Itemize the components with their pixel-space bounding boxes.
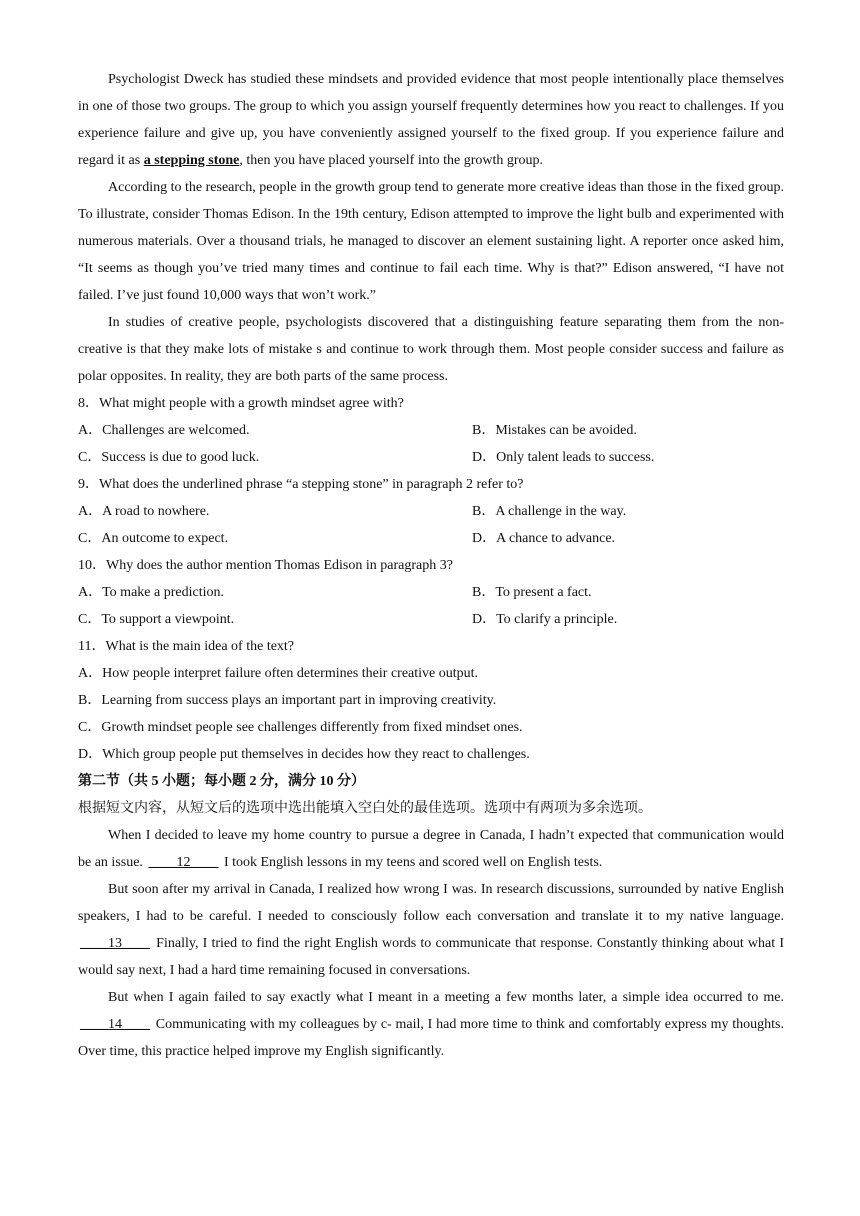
question-11-stem: 11．What is the main idea of the text?: [78, 639, 295, 654]
paragraph-text: I took English lessons in my teens and scored well on English tests.: [220, 855, 603, 870]
question-10-stem: 10．Why does the author mention Thomas Edison in paragraph 3?: [78, 558, 453, 573]
question-9-options-row-1: [78, 498, 784, 525]
paragraph-text: When I decided to leave my home country to pursue a degree in Canada, I hadn’t expected that communication would be an issue.: [78, 828, 784, 870]
blank-14[interactable]: ____14____: [80, 1017, 150, 1032]
section-2-instruction: 根据短文内容，从短文后的选项中选出能填入空白处的最佳选项。选项中有两项为多余选项。: [78, 801, 652, 816]
passage-paragraph-2: According to the research, people in the growth group tend to generate more creative ideas than those in the fixed group. To illustrate, consider Thomas Edison. In the 19th century, Edison attempted to improve the light bulb and experimented with numerous materials. Over a thousand trials, he managed to discover an element sustaining light. A reporter once asked him, “It seems as though you’ve tried many times and continue to fail each time. Why is that?” Edison answered, “I have not failed. I’ve just found 10,000 ways that won’t work.”: [78, 180, 784, 303]
question-10-options-row-1: [78, 579, 784, 606]
option-d[interactable]: D．Only talent leads to success.: [472, 450, 655, 465]
question-9-options-row-2: [78, 525, 784, 552]
question-9-stem: 9．What does the underlined phrase “a stepping stone” in paragraph 2 refer to?: [78, 477, 524, 492]
section-2-paragraph-2: [78, 876, 784, 984]
option-b[interactable]: B．A challenge in the way.: [472, 504, 627, 519]
option-c[interactable]: C．An outcome to expect.: [78, 531, 229, 546]
option-d[interactable]: D．To clarify a principle.: [472, 612, 618, 627]
question-8-stem: 8．What might people with a growth mindset agree with?: [78, 396, 404, 411]
option-a[interactable]: A．Challenges are welcomed.: [78, 423, 250, 438]
passage-paragraph-1: [78, 66, 784, 174]
underlined-phrase: a stepping stone: [143, 153, 240, 168]
blank-13[interactable]: ____13____: [80, 936, 150, 951]
option-a[interactable]: A．How people interpret failure often determines their creative output.: [78, 666, 479, 681]
passage-paragraph-3: In studies of creative people, psychologists discovered that a distinguishing feature separating them from the non-creative is that they make lots of mistake s and continue to work through them. Most people consider success and failure as polar opposites. In reality, they are both parts of the same process.: [78, 315, 784, 384]
blank-12[interactable]: ____12____: [148, 855, 219, 870]
option-b[interactable]: B．To present a fact.: [472, 585, 592, 600]
question-10-options-row-2: [78, 606, 784, 633]
option-a[interactable]: A．To make a prediction.: [78, 585, 224, 600]
option-b[interactable]: B．Learning from success plays an important part in improving creativity.: [78, 693, 497, 708]
paragraph-text: Communicating with my colleagues by c- mail, I had more time to think and comfortably express my thoughts. Over time, this practice helped improve my English significantly.: [78, 1017, 784, 1059]
question-8-options-row-1: [78, 417, 784, 444]
option-c[interactable]: C．Growth mindset people see challenges differently from fixed mindset ones.: [78, 720, 523, 735]
paragraph-text: Psychologist Dweck has studied these mindsets and provided evidence that most people intentionally place themselves in one of those two groups. The group to which you assign yourself frequently determines how you react to challenges. If you experience failure and give up, you have conveniently assigned yourself to the fixed group. If you experience failure and regard it as: [78, 72, 784, 168]
paragraph-text: , then you have placed yourself into the growth group.: [239, 153, 544, 168]
option-b[interactable]: B．Mistakes can be avoided.: [472, 423, 637, 438]
section-2-heading: 第二节（共 5 小题；每小题 2 分，满分 10 分）: [78, 774, 365, 789]
question-8-options-row-2: [78, 444, 784, 471]
section-2-paragraph-3: [78, 984, 784, 1065]
paragraph-text: Finally, I tried to find the right English words to communicate that response. Constantly thinking about what I would say next, I had a hard time remaining focused in conversations.: [78, 936, 784, 978]
option-d[interactable]: D．A chance to advance.: [472, 531, 616, 546]
document-body: [78, 66, 784, 1065]
option-d[interactable]: D．Which group people put themselves in decides how they react to challenges.: [78, 747, 530, 762]
option-c[interactable]: C．Success is due to good luck.: [78, 450, 260, 465]
option-c[interactable]: C．To support a viewpoint.: [78, 612, 235, 627]
paragraph-text: But when I again failed to say exactly what I meant in a meeting a few months later, a simple idea occurred to me.: [108, 990, 784, 1005]
paragraph-text: But soon after my arrival in Canada, I realized how wrong I was. In research discussions, surrounded by native English speakers, I had to be careful. I needed to consciously follow each conversation and translate it to my native language.: [78, 882, 784, 924]
option-a[interactable]: A．A road to nowhere.: [78, 504, 210, 519]
section-2-paragraph-1: [78, 822, 784, 876]
